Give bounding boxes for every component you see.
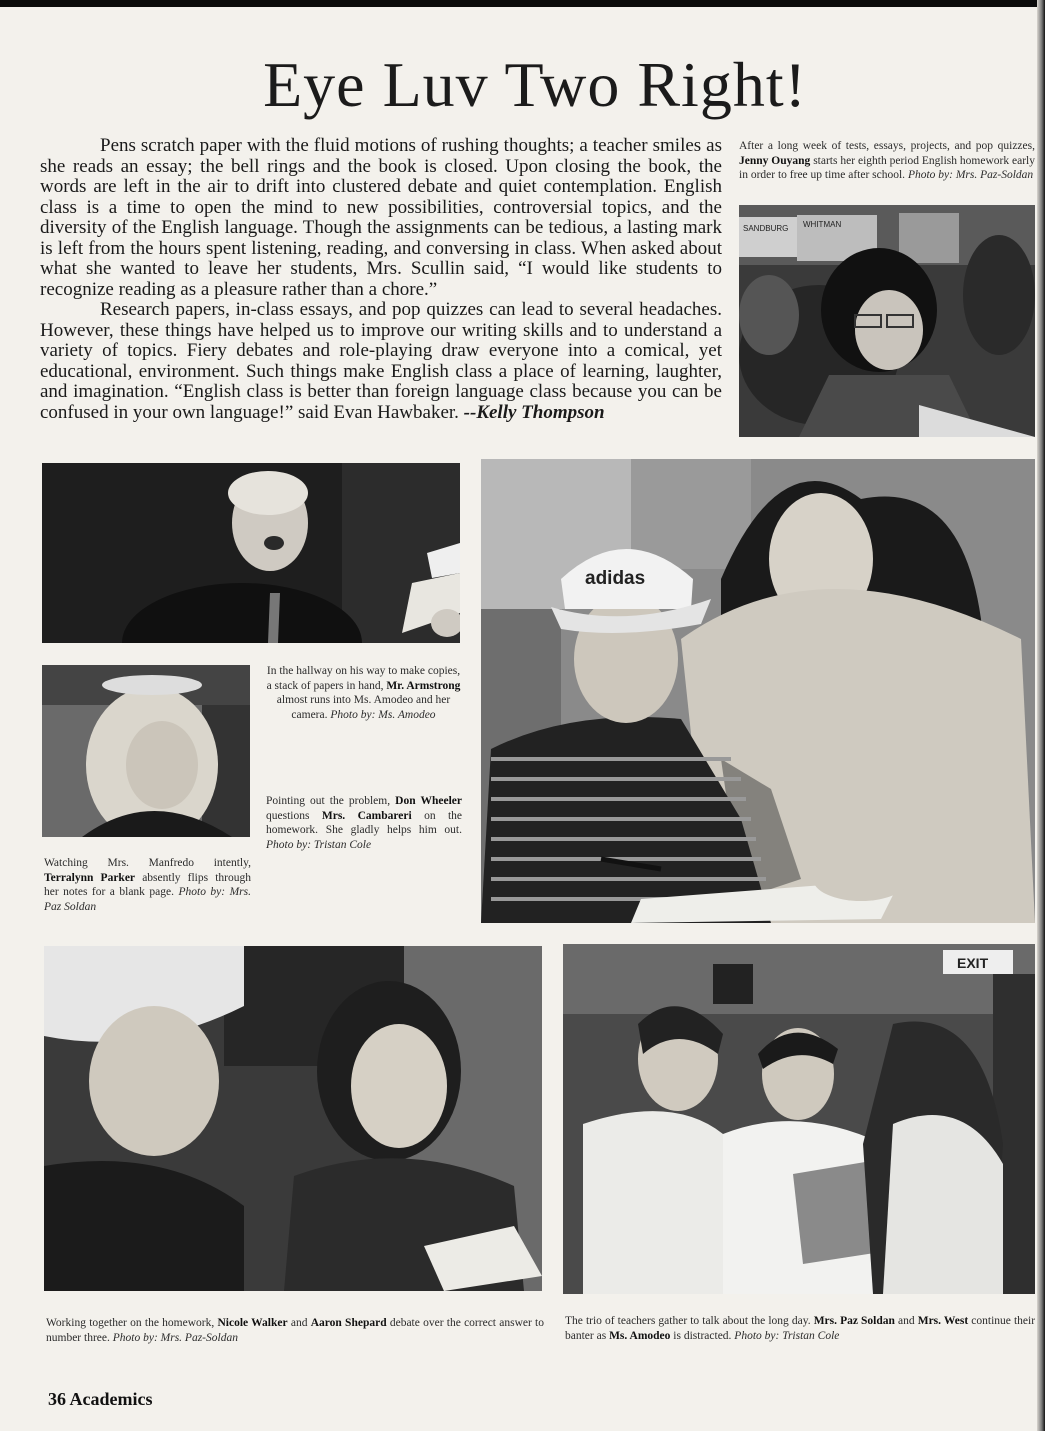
photo-don-wheeler xyxy=(481,459,1035,923)
caption-text: starts her eighth period English homework early in order to free up time after school. xyxy=(739,154,1036,181)
caption-text: After a long week of tests, essays, projects, and pop quizzes, xyxy=(739,140,1035,152)
caption-text: questions xyxy=(266,809,310,822)
photo-trio-of-teachers xyxy=(563,944,1035,1294)
caption-text: The trio of teachers gather to talk about the long day. xyxy=(565,1315,811,1327)
caption-name: Aaron Shepard xyxy=(310,1317,387,1329)
byline: --Kelly Thompson xyxy=(463,401,605,423)
caption-name: Mr. Armstrong xyxy=(386,679,461,692)
photo-mr-armstrong xyxy=(42,463,460,643)
exit-sign-text: EXIT xyxy=(957,955,989,971)
caption-name: Jenny Ouyang xyxy=(739,154,811,167)
caption-name: Mrs. West xyxy=(917,1315,969,1327)
caption-name: Mrs. Paz Soldan xyxy=(813,1315,895,1327)
caption-name: Mrs. Cambareri xyxy=(321,809,412,822)
story-paragraph-2 xyxy=(40,300,722,423)
caption-text: almost runs into Ms. Amodeo and her camera. xyxy=(276,694,451,721)
book-spine-edge xyxy=(1037,0,1045,1431)
caption-name: Nicole Walker xyxy=(217,1317,288,1329)
photo-credit: Photo by: Tristan Cole xyxy=(266,838,372,851)
photo-credit: Photo by: Tristan Cole xyxy=(734,1329,840,1342)
caption-name: Ms. Amodeo xyxy=(609,1329,671,1342)
poster-label-whitman: WHITMAN xyxy=(803,220,842,229)
caption-text: absently flips through her notes for a blank page. xyxy=(44,871,252,898)
caption-text: Working together on the homework, xyxy=(46,1317,215,1329)
caption-text: on the homework. She gladly helps him out. xyxy=(266,809,463,836)
caption-parker xyxy=(44,856,251,914)
page-title: Eye Luv Two Right! xyxy=(263,49,807,120)
photo-terralynn-parker xyxy=(42,665,250,837)
photo-jenny-ouyang xyxy=(739,205,1035,437)
caption-text: continue their banter as xyxy=(565,1315,1036,1342)
caption-name: Terralynn Parker xyxy=(44,871,136,884)
photo-credit: Photo by: Ms. Amodeo xyxy=(330,708,436,721)
caption-ouyang xyxy=(739,139,1035,183)
caption-text: and xyxy=(898,1315,915,1327)
caption-trio xyxy=(565,1314,1035,1343)
caption-text: debate over the correct answer to number three. xyxy=(46,1317,544,1344)
photo-nicole-walker xyxy=(44,946,542,1291)
photo-credit: Photo by: Mrs. Paz Soldan xyxy=(44,886,252,913)
cap-logo-text: adidas xyxy=(585,568,646,589)
caption-wheeler xyxy=(266,794,462,852)
story-paragraph-1: Pens scratch paper with the fluid motions of rushing thoughts; a teacher smiles as she reads an essay; the bell rings and the book is closed. Upon closing the book, the words are left in the air to drift into clustered debate and quiet contemplation. English class is a time to open the mind to new possibilities, controversial topics, and the diversity of the English language. Though the assignments can be tedious, a lasting mark is left from the hours spent listening, reading, and conversing in class. When asked about what she wanted to leave her students, Mrs. Scullin said, “I would like students to recognize reading as a pleasure rather than a chore.” xyxy=(40,135,722,300)
caption-text: and xyxy=(290,1317,308,1329)
story-text xyxy=(40,136,722,423)
caption-walker xyxy=(46,1316,544,1345)
caption-text: Watching Mrs. Manfredo intently, xyxy=(44,857,251,869)
story-paragraph-2-text: Research papers, in-class essays, and pop quizzes can lead to several headaches. However, these things have helped us to improve our writing skills and to understand a variety of topics. Fiery debates and role-playing draw everyone into a comical, yet educational, environment. Such things make English class a place of learning, laughter, and imagination. “English class is better than foreign language class because you can be confused in your own language!” said Evan Hawbaker. xyxy=(40,299,722,423)
page-folio: 36 Academics xyxy=(48,1389,153,1409)
poster-label-sandburg: SANDBURG xyxy=(743,224,789,233)
caption-text: is distracted. xyxy=(673,1329,732,1342)
caption-text: In the hallway on his way to make copies, a stack of papers in hand, xyxy=(266,665,461,692)
caption-text: Pointing out the problem, xyxy=(266,795,391,807)
caption-armstrong xyxy=(266,664,461,722)
photo-credit: Photo by: Mrs. Paz-Soldan xyxy=(112,1331,238,1344)
caption-name: Don Wheeler xyxy=(395,795,462,807)
photo-credit: Photo by: Mrs. Paz-Soldan xyxy=(907,169,1034,181)
